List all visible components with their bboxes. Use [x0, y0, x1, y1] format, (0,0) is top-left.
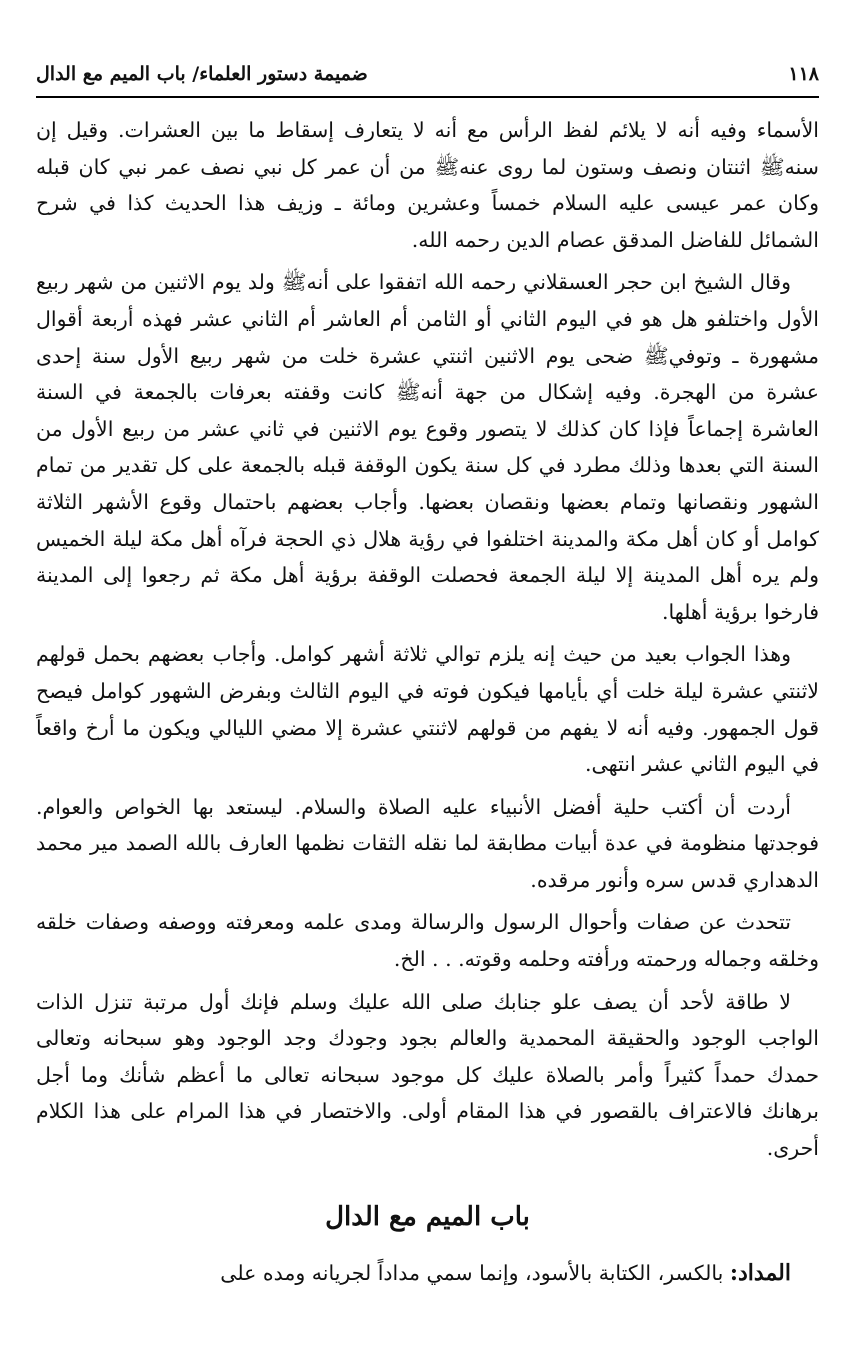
entry-term: المداد: [729, 1259, 791, 1286]
dictionary-entry [36, 1255, 819, 1292]
paragraph: الأسماء وفيه أنه لا يلائم لفظ الرأس مع أنه لا يتعارف إسقاط ما بين العشرات. وقيل إن سنهﷺ اثنتان ونصف وستون لما روى عنهﷺ من أن عمر كل نبي نصف عمر نبي كان قبله وكان عمر عيسى عليه السلام خمساً وعشرين ومائة ـ وزيف هذا الحديث كذا في شرح الشمائل للفاضل المدقق عصام الدين رحمه الله. [36, 118, 819, 252]
running-title: ضميمة دستور العلماء/ باب الميم مع الدال [36, 63, 368, 85]
section-title: باب الميم مع الدال [325, 1201, 530, 1232]
page-number: ١١٨ [788, 63, 819, 85]
paragraph: تتحدث عن صفات وأحوال الرسول والرسالة ومدى علمه ومعرفته ووصفه وصفات خلقه وخلقه وجماله ورحمته ورأفته وحلمه وقوته. . . الخ. [36, 910, 819, 972]
header-rule [36, 96, 819, 98]
page-header [36, 56, 819, 92]
entry-text: بالكسر، الكتابة بالأسود، وإنما سمي مداداً لجريانه ومده على [220, 1260, 730, 1285]
page-body [36, 112, 819, 1297]
paragraph: وهذا الجواب بعيد من حيث إنه يلزم توالي ثلاثة أشهر كوامل. وأجاب بعضهم بحمل قولهم لاثنتي عشرة ليلة خلت أي بأيامها فيكون فوته في اليوم الثالث وبفرض الشهور كوامل فيصح قول الجمهور. وفيه أنه لا يفهم من قولهم لاثنتي عشرة إلا مضي الليالي ويكون ما أرخ واقعاً في اليوم الثاني عشر انتهى. [36, 642, 819, 777]
paragraph: وقال الشيخ ابن حجر العسقلاني رحمه الله اتفقوا على أنهﷺ ولد يوم الاثنين من شهر ربيع الأول واختلفو هل هو في اليوم الثاني أو الثامن أم العاشر أم الثاني عشر فهذه أربعة أقوال مشهورة ـ وتوفيﷺ ضحى يوم الاثنين اثنتي عشرة خلت من شهر ربيع الأول سنة إحدى عشرة من الهجرة. وفيه إشكال من جهة أنهﷺ كانت وقفته بعرفات بالجمعة في السنة العاشرة إجماعاً فإذا كان كذلك لا يتصور وقوع يوم الاثنين في ثاني عشر من ربيع الأول من السنة التي بعدها وذلك مطرد في كل سنة يكون الوقفة قبله بالجمعة على كل تقدير من تمام الشهور ونقصانها وتمام بعضها ونقصان بعضها. وأجاب بعضهم باحتمال وقوع الأشهر الثلاثة كوامل أو كان أهل مكة والمدينة اختلفوا في رؤية هلال ذي الحجة فرآه أهل مكة ليلة الخميس ولم يره أهل المدينة إلا ليلة الجمعة فحصلت الوقفة برؤية أهل مكة ثم رجعوا إلى المدينة فارخوا برؤية أهلها. [36, 270, 819, 624]
paragraph: أردت أن أكتب حلية أفضل الأنبياء عليه الصلاة والسلام. ليستعد بها الخواص والعوام. فوجدتها منظومة في عدة أبيات مطابقة لما نقله الثقات نظمها العارف بالله الصمد مير محمد الدهداري قدس سره وأنور مرقده. [36, 794, 819, 892]
paragraph: لا طاقة لأحد أن يصف علو جنابك صلى الله عليك وسلم فإنك أول مرتبة تنزل الذات الواجب الوجود والحقيقة المحمدية والعالم بجود وجودك وجد الوجود وهو سبحانه وتعالى حمدك حمداً كثيراً وأمر بالصلاة عليك كل موجود سبحانه تعالى ما أعظم شأنك وما أجل برهانك فالاعتراف بالقصور في هذا المقام أولى. والاختصار في هذا المرام على هذا الكلام أحرى. [36, 989, 819, 1161]
